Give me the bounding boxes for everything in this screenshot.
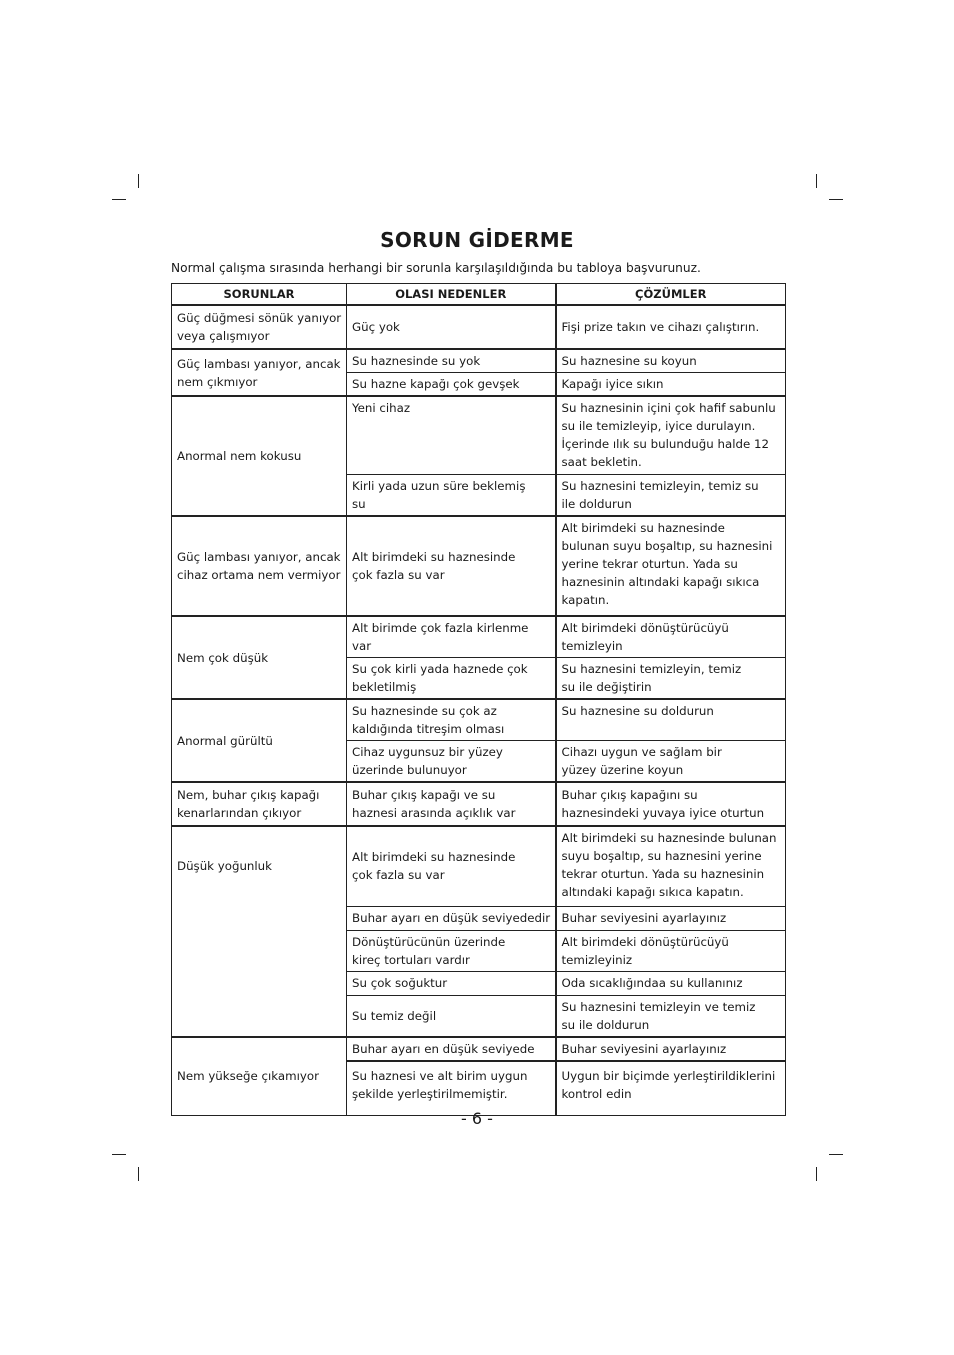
- solution-cell: Cihazı uygun ve sağlam bir yüzey üzerine koyun: [556, 741, 786, 783]
- solution-cell: Kapağı iyice sıkın: [556, 373, 786, 397]
- problem-cell: Nem çok düşük: [172, 616, 347, 699]
- cause-cell: Kirli yada uzun süre beklemiş su: [347, 474, 556, 516]
- problem-cell: Düşük yoğunluk: [172, 826, 347, 1037]
- cause-cell: Su çok soğuktur: [347, 971, 556, 995]
- solution-cell: Buhar seviyesini ayarlayınız: [556, 1037, 786, 1061]
- solution-cell: Alt birimdeki dönüştürücüyü temizleyin: [556, 616, 786, 658]
- table-row: [172, 516, 786, 616]
- cause-cell: Alt birimde çok fazla kirlenme var: [347, 616, 556, 658]
- crop-mark: [816, 1167, 817, 1181]
- cause-cell: Su çok kirli yada haznede çok bekletilmiş: [347, 658, 556, 700]
- troubleshooting-table: [171, 283, 786, 1116]
- crop-mark: [829, 199, 843, 200]
- solution-cell: Su haznesine su koyun: [556, 349, 786, 373]
- solution-cell: Su haznesine su doldurun: [556, 699, 786, 741]
- solution-cell: Alt birimdeki su haznesinde bulunan suyu boşaltıp, su haznesini yerine tekrar oturtun. Yada su haznesinin altındaki kapağı sıkıca kapatın.: [556, 826, 786, 906]
- problem-cell: Güç düğmesi sönük yanıyor veya çalışmıyor: [172, 305, 347, 349]
- cause-cell: Güç yok: [347, 305, 556, 349]
- page-number: - 6 -: [461, 1109, 493, 1128]
- crop-mark: [816, 174, 817, 188]
- table-row: [172, 305, 786, 349]
- solution-cell: Su haznesinin içini çok hafif sabunlu su ile temizleyip, iyice durulayın. İçerinde ılık su bulunduğu halde 12 saat bekletin.: [556, 396, 786, 474]
- intro-text: Normal çalışma sırasında herhangi bir sorunla karşılaşıldığında bu tabloya başvurunuz.: [171, 261, 701, 275]
- cause-cell: Su haznesi ve alt birim uygun şekilde yerleştirilmemiştir.: [347, 1061, 556, 1116]
- cause-cell: Dönüştürücünün üzerinde kireç tortuları vardır: [347, 930, 556, 971]
- solution-cell: Su haznesini temizleyin ve temiz su ile doldurun: [556, 995, 786, 1037]
- problem-cell: Nem, buhar çıkış kapağı kenarlarından çıkıyor: [172, 782, 347, 826]
- problem-cell: Nem yükseğe çıkamıyor: [172, 1037, 347, 1116]
- table-row: [172, 782, 786, 826]
- solution-cell: Oda sıcaklığındaa su kullanınız: [556, 971, 786, 995]
- table-row: [172, 699, 786, 741]
- page-title: SORUN GİDERME: [380, 228, 574, 252]
- crop-mark: [112, 199, 126, 200]
- solution-cell: Buhar seviyesini ayarlayınız: [556, 906, 786, 930]
- crop-mark: [829, 1154, 843, 1155]
- cause-cell: Buhar ayarı en düşük seviyededir: [347, 906, 556, 930]
- cause-cell: Su haznesinde su yok: [347, 349, 556, 373]
- solution-cell: Alt birimdeki su haznesinde bulunan suyu boşaltıp, su haznesini yerine tekrar oturtun. Yada su haznesinin altındaki kapağı sıkıca kapatın.: [556, 516, 786, 616]
- solution-cell: Su haznesini temizleyin, temiz su ile değiştirin: [556, 658, 786, 700]
- solution-cell: Alt birimdeki dönüştürücüyü temizleyiniz: [556, 930, 786, 971]
- problem-cell: Anormal nem kokusu: [172, 396, 347, 516]
- cause-cell: Buhar ayarı en düşük seviyede: [347, 1037, 556, 1061]
- cause-cell: Buhar çıkış kapağı ve su haznesi arasında açıklık var: [347, 782, 556, 826]
- cause-cell: Su hazne kapağı çok gevşek: [347, 373, 556, 397]
- header-problems: SORUNLAR: [172, 284, 347, 306]
- problem-cell: Güç lambası yanıyor, ancak cihaz ortama nem vermiyor: [172, 516, 347, 616]
- crop-mark: [138, 1167, 139, 1181]
- solution-cell: Uygun bir biçimde yerleştirildiklerini kontrol edin: [556, 1061, 786, 1116]
- cause-cell: Alt birimdeki su haznesinde çok fazla su var: [347, 516, 556, 616]
- crop-mark: [138, 174, 139, 188]
- solution-cell: Fişi prize takın ve cihazı çalıştırın.: [556, 305, 786, 349]
- cause-cell: Yeni cihaz: [347, 396, 556, 474]
- table-row: [172, 826, 786, 906]
- header-causes: OLASI NEDENLER: [347, 284, 556, 306]
- problem-cell: Güç lambası yanıyor, ancak nem çıkmıyor: [172, 349, 347, 396]
- table-row: [172, 1037, 786, 1061]
- table-row: [172, 396, 786, 474]
- cause-cell: Cihaz uygunsuz bir yüzey üzerinde bulunuyor: [347, 741, 556, 783]
- header-solutions: ÇÖZÜMLER: [556, 284, 786, 306]
- solution-cell: Buhar çıkış kapağını su haznesindeki yuvaya iyice oturtun: [556, 782, 786, 826]
- cause-cell: Su temiz değil: [347, 995, 556, 1037]
- problem-cell: Anormal gürültü: [172, 699, 347, 782]
- cause-cell: Su haznesinde su çok az kaldığında titreşim olması: [347, 699, 556, 741]
- table-header-row: [172, 284, 786, 306]
- cause-cell: Alt birimdeki su haznesinde çok fazla su var: [347, 826, 556, 906]
- solution-cell: Su haznesini temizleyin, temiz su ile doldurun: [556, 474, 786, 516]
- crop-mark: [112, 1154, 126, 1155]
- table-row: [172, 349, 786, 373]
- table-row: [172, 616, 786, 658]
